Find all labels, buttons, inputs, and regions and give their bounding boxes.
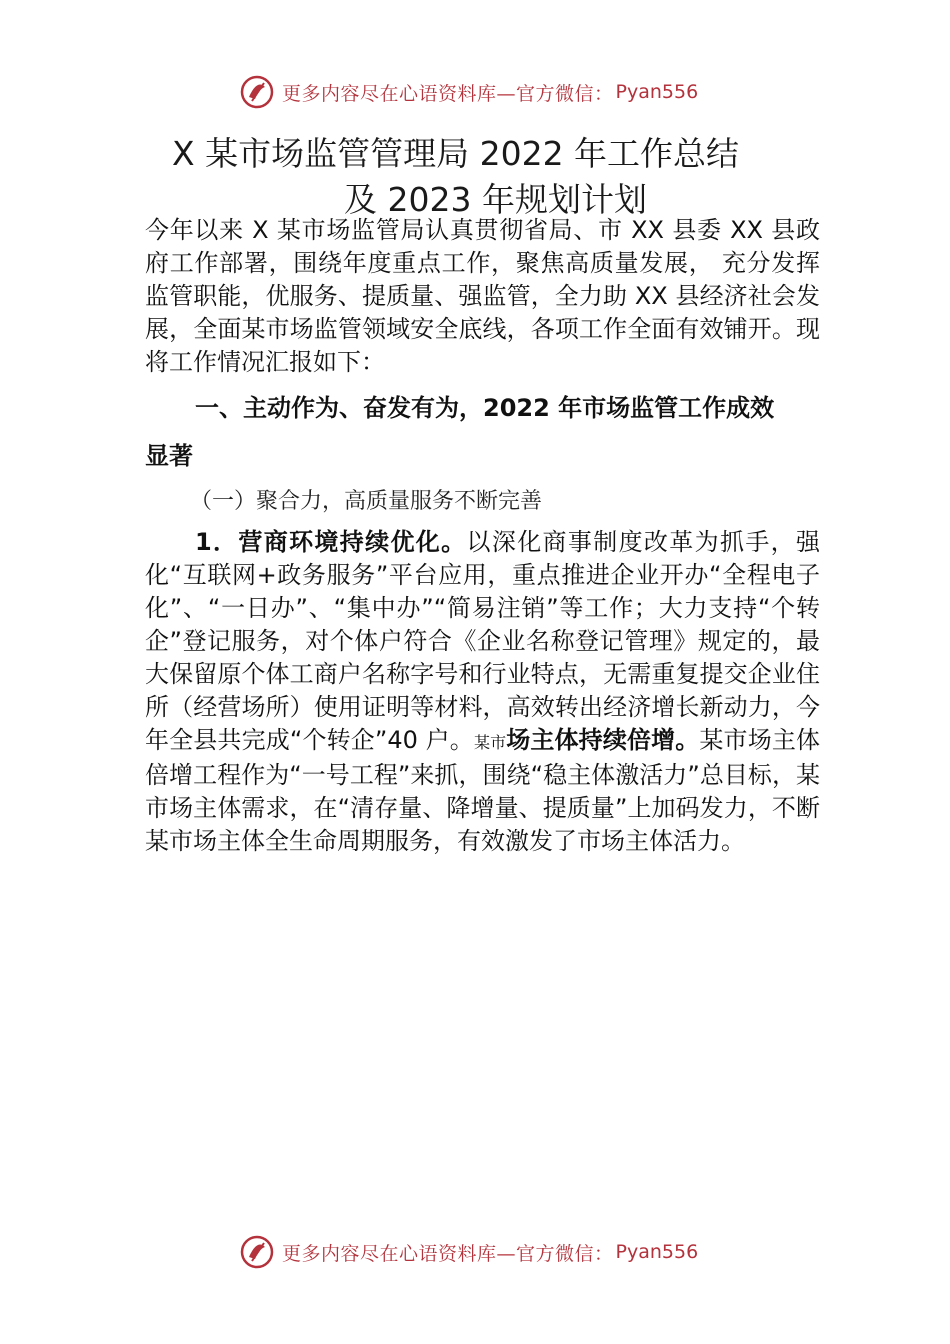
item-label-2: 场主体持续倍增。 — [506, 726, 700, 754]
section-heading — [145, 384, 820, 480]
section-heading-line1: 一、主动作为、奋发有为，2022 年市场监管工作成效 — [195, 394, 775, 422]
item-label: 1．营商环境持续优化。 — [195, 528, 467, 556]
banner-text: 更多内容尽在心语资料库—官方微信： — [282, 82, 614, 105]
footer-banner — [240, 1232, 698, 1272]
intro-paragraph: 今年以来 X 某市场监管局认真贯彻省局、市 XX 县委 XX 县政府工作部署，围绕年度重点工作，聚焦高质量发展， 充分发挥监管职能，优服务、提质量、强监管，全力助 XX 县经济社会发展，全面某市场监管领域安全底线，各项工作全面有效铺开。现将工作情况汇报如下： — [145, 216, 820, 376]
banner-wechat-id: Pyan556 — [615, 81, 699, 103]
section-heading-line2: 显著 — [145, 442, 193, 470]
item-text-2: 某市场主体倍增工程作为“一号工程”来抓，围绕“稳主体激活力”总目标，某市场主体需求，在“清存量、降增量、提质量”上加码发力，不断某市场主体全生命周期服务，有效激发了市场主体活力。 — [145, 726, 820, 855]
banner-wechat-id: Pyan556 — [615, 1241, 699, 1263]
item-text: 以深化商事制度改革为抓手，强化“互联网+政务服务”平台应用，重点推进企业开办“全程电子化”、“一日办”、“集中办”“简易注销”等工作；大力支持“个转企”登记服务，对个体户符合《企业名称登记管理》规定的，最大保留原个体工商户名称字号和行业特点，无需重复提交企业住所（经营场所）使用证明等材料，高效转出经济增长新动力，今年全县共完成“个转企”40 户。 — [145, 528, 821, 754]
subsection-heading: （一）聚合力，高质量服务不断完善 — [190, 489, 543, 514]
document-title-line1: X 某市场监管管理局 2022 年工作总结 — [172, 134, 740, 173]
header-banner — [240, 72, 698, 112]
item-paragraph — [145, 526, 820, 858]
item-small-text: 某市 — [473, 733, 507, 752]
document-title-line2: 及 2023 年规划计划 — [344, 180, 647, 219]
logo-icon — [240, 1235, 274, 1269]
logo-icon — [240, 75, 274, 109]
banner-text: 更多内容尽在心语资料库—官方微信： — [282, 1242, 614, 1265]
